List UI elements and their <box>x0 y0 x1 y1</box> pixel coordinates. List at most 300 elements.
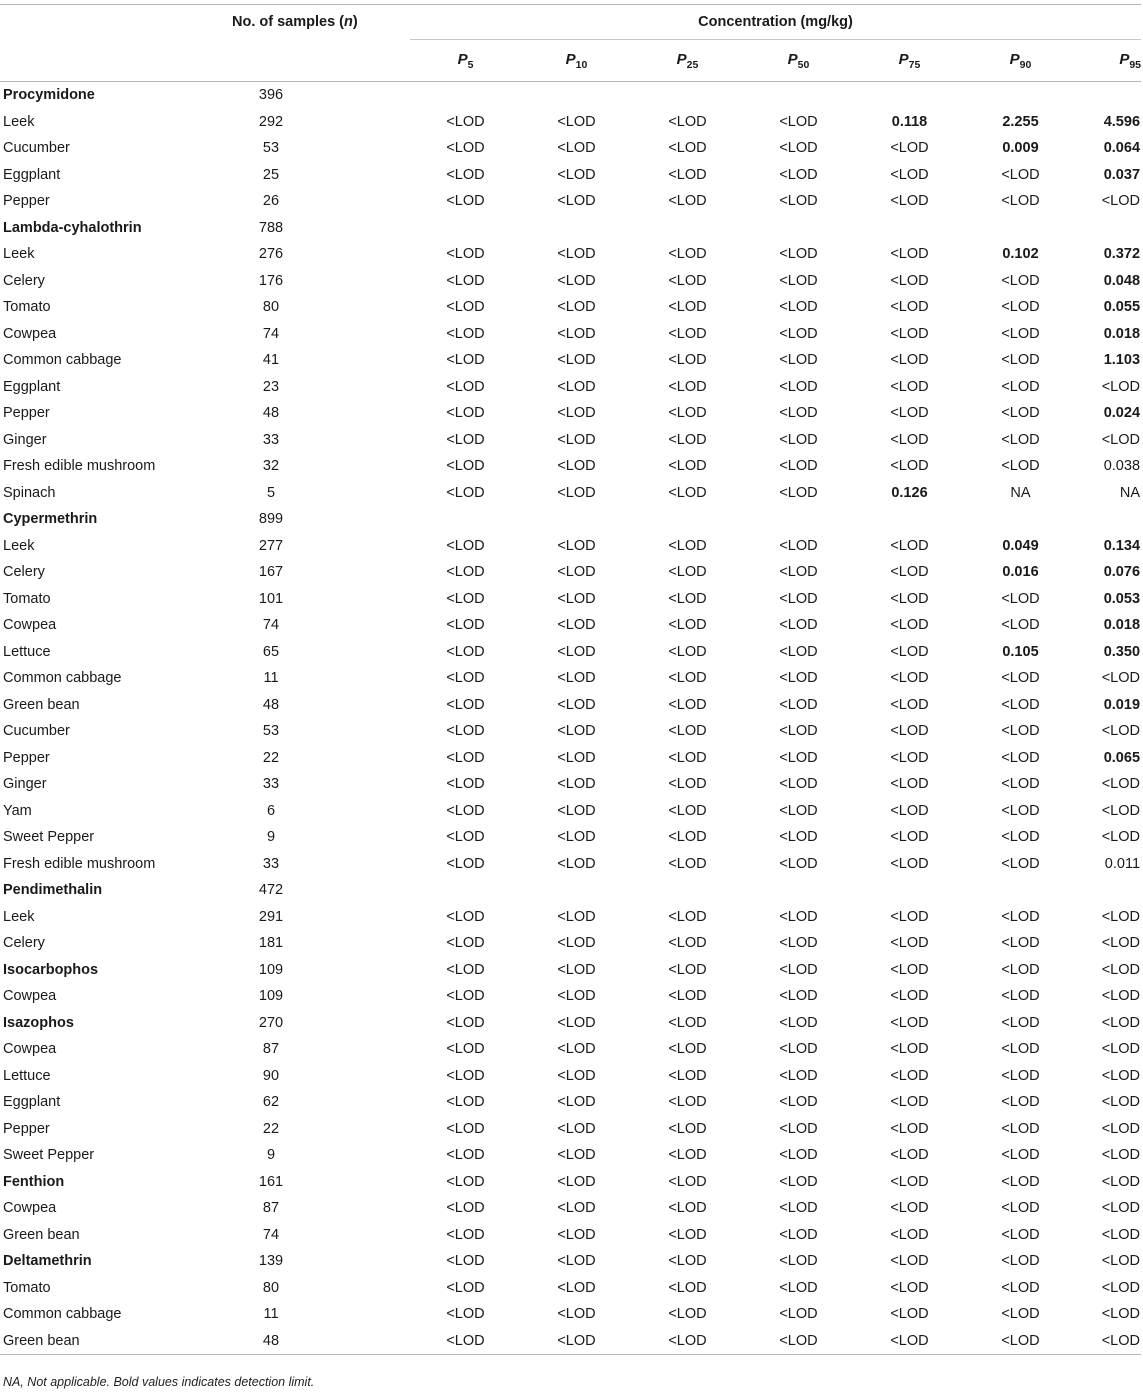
value-p75: <LOD <box>890 935 929 952</box>
sample-count: 11 <box>263 670 279 687</box>
value-p25: <LOD <box>668 1200 707 1217</box>
header-percentile-5: $P_5$ <box>410 40 521 82</box>
value-p90: <LOD <box>1001 1306 1040 1323</box>
pesticide-name: Pendimethalin <box>3 882 103 899</box>
value-p75: <LOD <box>890 1226 929 1243</box>
table-row <box>0 612 1141 639</box>
value-p95: 4.596 <box>1103 113 1141 130</box>
value-p90: <LOD <box>1001 829 1040 846</box>
value-p75: <LOD <box>890 537 929 554</box>
value-p90: <LOD <box>1001 935 1040 952</box>
value-p50: <LOD <box>779 776 818 793</box>
table-row <box>0 1116 1141 1143</box>
sample-count: 65 <box>262 643 280 660</box>
crop-name: Common cabbage <box>3 670 122 687</box>
value-p75: 0.126 <box>891 484 928 501</box>
crop-name: Cowpea <box>3 617 57 634</box>
value-p90: <LOD <box>1001 431 1040 448</box>
value-p25: <LOD <box>668 1014 707 1031</box>
value-p95: <LOD <box>1101 1014 1141 1031</box>
sample-count: 109 <box>258 988 284 1005</box>
value-p90: <LOD <box>1001 458 1040 475</box>
value-p95: <LOD <box>1101 829 1141 846</box>
value-p50: <LOD <box>779 1279 818 1296</box>
value-p95: NA <box>1119 484 1141 501</box>
value-p95: 0.038 <box>1103 458 1141 475</box>
crop-name: Yam <box>3 802 32 819</box>
sample-count: 33 <box>262 776 280 793</box>
value-p50: <LOD <box>779 325 818 342</box>
pesticide-name: Isazophos <box>3 1014 74 1031</box>
value-p50: <LOD <box>779 564 818 581</box>
value-p95: 0.134 <box>1103 537 1141 554</box>
value-p95: <LOD <box>1101 193 1141 210</box>
sample-count: 291 <box>258 908 284 925</box>
value-p10: <LOD <box>557 908 596 925</box>
value-p10: <LOD <box>557 537 596 554</box>
value-p75: <LOD <box>890 1067 929 1084</box>
table-row <box>0 1063 1141 1090</box>
crop-name: Green bean <box>3 696 80 713</box>
crop-name: Pepper <box>3 749 50 766</box>
value-p75: <LOD <box>890 988 929 1005</box>
sample-count: 23 <box>262 378 280 395</box>
crop-name: Pepper <box>3 193 50 210</box>
value-p10: <LOD <box>557 272 596 289</box>
crop-name: Leek <box>3 113 35 130</box>
crop-name: Lettuce <box>3 1067 51 1084</box>
value-p75: <LOD <box>890 299 929 316</box>
value-p95: <LOD <box>1101 1200 1141 1217</box>
value-p75: <LOD <box>890 246 929 263</box>
value-p75 <box>854 215 965 242</box>
value-p25: <LOD <box>668 564 707 581</box>
value-p10: <LOD <box>557 961 596 978</box>
table-row <box>0 1142 1141 1169</box>
value-p90: <LOD <box>1001 776 1040 793</box>
value-p90: 0.105 <box>1002 643 1039 660</box>
value-p25: <LOD <box>668 617 707 634</box>
value-p90: 0.102 <box>1002 246 1039 263</box>
value-p50: <LOD <box>779 1041 818 1058</box>
value-p90: <LOD <box>1001 325 1040 342</box>
value-p5: <LOD <box>446 1279 485 1296</box>
crop-name: Lettuce <box>3 643 51 660</box>
value-p75: <LOD <box>890 855 929 872</box>
table-row <box>0 162 1141 189</box>
value-p90: <LOD <box>1001 193 1040 210</box>
value-p50: <LOD <box>779 352 818 369</box>
pesticide-group-row <box>0 82 1141 109</box>
value-p95: 0.011 <box>1104 855 1141 872</box>
table-row <box>0 241 1141 268</box>
value-p25: <LOD <box>668 193 707 210</box>
crop-name: Spinach <box>3 484 56 501</box>
value-p75: <LOD <box>890 670 929 687</box>
value-p10: <LOD <box>557 140 596 157</box>
value-p25: <LOD <box>668 484 707 501</box>
value-p50: <LOD <box>779 829 818 846</box>
value-p90: <LOD <box>1001 1147 1040 1164</box>
value-p25: <LOD <box>668 1279 707 1296</box>
value-p75: <LOD <box>890 829 929 846</box>
value-p25: <LOD <box>668 113 707 130</box>
crop-name: Tomato <box>3 1279 51 1296</box>
value-p25: <LOD <box>668 670 707 687</box>
crop-name: Cowpea <box>3 1200 57 1217</box>
value-p75: <LOD <box>890 723 929 740</box>
crop-name: Sweet Pepper <box>3 1147 95 1164</box>
sample-count: 161 <box>258 1173 284 1190</box>
value-p50: <LOD <box>779 484 818 501</box>
value-p75: <LOD <box>890 431 929 448</box>
value-p50: <LOD <box>779 1226 818 1243</box>
sample-count: 32 <box>262 458 280 475</box>
value-p25: <LOD <box>668 1147 707 1164</box>
value-p50: <LOD <box>779 1306 818 1323</box>
crop-name: Eggplant <box>3 378 61 395</box>
value-p95: <LOD <box>1101 988 1141 1005</box>
sample-count: 5 <box>266 484 276 501</box>
value-p50: <LOD <box>779 696 818 713</box>
value-p5: <LOD <box>446 564 485 581</box>
value-p10: <LOD <box>557 431 596 448</box>
pesticide-concentration-table <box>0 4 1141 1355</box>
value-p95: <LOD <box>1101 1120 1141 1137</box>
value-p10: <LOD <box>557 564 596 581</box>
table-row <box>0 1328 1141 1355</box>
value-p95: 0.018 <box>1103 325 1141 342</box>
value-p50: <LOD <box>779 272 818 289</box>
value-p5: <LOD <box>446 723 485 740</box>
value-p75: <LOD <box>890 140 929 157</box>
value-p95: 0.037 <box>1103 166 1141 183</box>
value-p90: NA <box>1010 484 1031 501</box>
value-p25: <LOD <box>632 1328 743 1355</box>
value-p90: <LOD <box>965 1328 1076 1355</box>
sample-count: 33 <box>262 431 280 448</box>
value-p95: <LOD <box>1101 723 1141 740</box>
value-p50: <LOD <box>779 1173 818 1190</box>
value-p10: <LOD <box>557 1253 596 1270</box>
sample-count: 74 <box>262 325 280 342</box>
value-p95: 0.350 <box>1103 643 1141 660</box>
table-row <box>0 1195 1141 1222</box>
crop-name: Cucumber <box>3 723 70 740</box>
value-p5: <LOD <box>446 458 485 475</box>
value-p25: <LOD <box>668 961 707 978</box>
crop-name: Pepper <box>3 1120 50 1137</box>
value-p95: <LOD <box>1101 431 1141 448</box>
value-p10: <LOD <box>557 458 596 475</box>
value-p5: <LOD <box>446 431 485 448</box>
value-p5: <LOD <box>446 1200 485 1217</box>
value-p75: <LOD <box>890 1094 929 1111</box>
value-p5: <LOD <box>446 961 485 978</box>
sample-count: 270 <box>258 1014 284 1031</box>
value-p95: <LOD <box>1101 670 1141 687</box>
value-p95: 1.103 <box>1103 352 1141 369</box>
value-p75: <LOD <box>890 802 929 819</box>
value-p10: <LOD <box>557 776 596 793</box>
value-p10: <LOD <box>557 1173 596 1190</box>
value-p10: <LOD <box>557 723 596 740</box>
value-p95: <LOD <box>1101 776 1141 793</box>
value-p50: <LOD <box>779 723 818 740</box>
value-p95: 0.019 <box>1103 696 1141 713</box>
table-row <box>0 109 1141 136</box>
table-row <box>0 930 1141 957</box>
value-p90 <box>965 82 1076 109</box>
table-row <box>0 268 1141 295</box>
value-p50 <box>743 877 854 904</box>
value-p90: <LOD <box>1001 1120 1040 1137</box>
value-p95 <box>1076 215 1141 242</box>
value-p5: <LOD <box>446 643 485 660</box>
sample-count: 48 <box>232 1328 310 1355</box>
value-p10 <box>521 877 632 904</box>
value-p90: <LOD <box>1001 961 1040 978</box>
sample-count: 74 <box>262 617 280 634</box>
value-p95: <LOD <box>1101 1094 1141 1111</box>
crop-name: Ginger <box>3 431 47 448</box>
value-p25 <box>632 877 743 904</box>
value-p10: <LOD <box>557 1147 596 1164</box>
value-p50: <LOD <box>779 193 818 210</box>
value-p25: <LOD <box>668 166 707 183</box>
pesticide-group-row <box>0 506 1141 533</box>
value-p90: <LOD <box>1001 378 1040 395</box>
sample-count: 276 <box>258 246 284 263</box>
value-p95: <LOD <box>1101 1226 1141 1243</box>
value-p5: <LOD <box>446 1306 485 1323</box>
value-p90: <LOD <box>1001 1253 1040 1270</box>
value-p25: <LOD <box>668 643 707 660</box>
crop-name: Common cabbage <box>3 1306 122 1323</box>
value-p25: <LOD <box>668 325 707 342</box>
sample-count: 53 <box>262 723 280 740</box>
table-row <box>0 427 1141 454</box>
value-p5: <LOD <box>446 378 485 395</box>
value-p10 <box>521 506 632 533</box>
crop-name: Common cabbage <box>3 352 122 369</box>
value-p75: <LOD <box>890 590 929 607</box>
value-p50: <LOD <box>779 1147 818 1164</box>
value-p90 <box>965 506 1076 533</box>
value-p90: <LOD <box>1001 1200 1040 1217</box>
value-p90: <LOD <box>1001 696 1040 713</box>
value-p10: <LOD <box>557 1306 596 1323</box>
sample-count: 80 <box>262 1279 280 1296</box>
value-p50: <LOD <box>779 458 818 475</box>
value-p5 <box>410 215 521 242</box>
value-p50: <LOD <box>779 590 818 607</box>
value-p95: <LOD <box>1101 1279 1141 1296</box>
value-p5: <LOD <box>446 352 485 369</box>
header-percentile-25: $P_{25}$ <box>632 40 743 82</box>
value-p5: <LOD <box>446 325 485 342</box>
value-p5: <LOD <box>446 617 485 634</box>
sample-count: 74 <box>262 1226 280 1243</box>
value-p5: <LOD <box>446 166 485 183</box>
table-row <box>0 851 1141 878</box>
value-p75: <LOD <box>890 1041 929 1058</box>
value-p75: <LOD <box>890 1173 929 1190</box>
value-p25: <LOD <box>668 1041 707 1058</box>
value-p5: <LOD <box>446 829 485 846</box>
value-p95: 0.064 <box>1103 140 1141 157</box>
value-p5: <LOD <box>446 1067 485 1084</box>
value-p90: <LOD <box>1001 617 1040 634</box>
sample-count: 80 <box>262 299 280 316</box>
value-p25: <LOD <box>668 378 707 395</box>
value-p75: <LOD <box>890 193 929 210</box>
sample-count: 62 <box>262 1094 280 1111</box>
table-row <box>0 1089 1141 1116</box>
value-p10: <LOD <box>557 299 596 316</box>
sample-count: 472 <box>258 882 284 899</box>
value-p50: <LOD <box>779 537 818 554</box>
value-p50: <LOD <box>779 988 818 1005</box>
value-p10: <LOD <box>557 1120 596 1137</box>
value-p10: <LOD <box>557 484 596 501</box>
pesticide-name: Procymidone <box>3 87 95 104</box>
sample-count: 139 <box>258 1253 284 1270</box>
value-p25 <box>632 506 743 533</box>
sample-count: 48 <box>262 405 280 422</box>
value-p25: <LOD <box>668 988 707 1005</box>
pesticide-group-row <box>0 1248 1141 1275</box>
value-p5: <LOD <box>446 935 485 952</box>
value-p5: <LOD <box>446 670 485 687</box>
value-p75: <LOD <box>890 272 929 289</box>
pesticide-name: Cypermethrin <box>3 511 98 528</box>
pesticide-group-row <box>0 877 1141 904</box>
table-row <box>0 824 1141 851</box>
value-p10: <LOD <box>557 1200 596 1217</box>
value-p95: <LOD <box>1101 908 1141 925</box>
value-p25: <LOD <box>668 1173 707 1190</box>
value-p95: 0.372 <box>1103 246 1141 263</box>
value-p25: <LOD <box>668 431 707 448</box>
value-p10: <LOD <box>557 855 596 872</box>
crop-name: Green bean <box>0 1328 232 1355</box>
crop-name: Eggplant <box>3 1094 61 1111</box>
value-p90: <LOD <box>1001 670 1040 687</box>
value-p50: <LOD <box>779 1094 818 1111</box>
crop-name: Cowpea <box>3 988 57 1005</box>
value-p10: <LOD <box>557 246 596 263</box>
value-p50 <box>743 82 854 109</box>
sample-count: 181 <box>258 935 284 952</box>
value-p50: <LOD <box>779 113 818 130</box>
value-p95: <LOD <box>1101 802 1141 819</box>
value-p25: <LOD <box>668 1120 707 1137</box>
value-p10: <LOD <box>557 1279 596 1296</box>
value-p75: <LOD <box>890 776 929 793</box>
value-p50: <LOD <box>779 802 818 819</box>
value-p25: <LOD <box>668 908 707 925</box>
value-p25: <LOD <box>668 1067 707 1084</box>
value-p50: <LOD <box>779 405 818 422</box>
value-p5: <LOD <box>446 113 485 130</box>
value-p5: <LOD <box>410 1328 521 1355</box>
value-p95: <LOD <box>1101 1147 1141 1164</box>
value-p25: <LOD <box>668 776 707 793</box>
value-p10: <LOD <box>557 193 596 210</box>
value-p95: <LOD <box>1101 961 1141 978</box>
table-row <box>0 1275 1141 1302</box>
value-p10: <LOD <box>557 802 596 819</box>
crop-name: Fresh edible mushroom <box>3 855 156 872</box>
table-row <box>0 400 1141 427</box>
table-footnote: NA, Not applicable. Bold values indicates detection limit. <box>3 1375 315 1389</box>
sample-count: 48 <box>262 696 280 713</box>
value-p5: <LOD <box>446 776 485 793</box>
crop-name: Celery <box>3 935 45 952</box>
value-p10: <LOD <box>557 643 596 660</box>
value-p75: <LOD <box>854 1328 965 1355</box>
pesticide-group-row <box>0 1010 1141 1037</box>
value-p25: <LOD <box>668 272 707 289</box>
value-p5: <LOD <box>446 484 485 501</box>
value-p10: <LOD <box>557 935 596 952</box>
value-p50: <LOD <box>779 1120 818 1137</box>
value-p10: <LOD <box>557 1226 596 1243</box>
value-p25: <LOD <box>668 829 707 846</box>
value-p90: <LOD <box>1001 1279 1040 1296</box>
value-p90: 0.016 <box>1002 564 1039 581</box>
value-p5: <LOD <box>446 1014 485 1031</box>
table-row <box>0 294 1141 321</box>
value-p25: <LOD <box>668 1094 707 1111</box>
value-p5: <LOD <box>446 749 485 766</box>
header-percentile-75: $P_{75}$ <box>854 40 965 82</box>
value-p95: 0.024 <box>1103 405 1141 422</box>
value-p5 <box>410 506 521 533</box>
pesticide-name: Isocarbophos <box>3 961 99 978</box>
sample-count: 87 <box>262 1200 280 1217</box>
value-p10 <box>521 82 632 109</box>
value-p50: <LOD <box>779 855 818 872</box>
crop-name: Leek <box>3 537 35 554</box>
value-p95: <LOD <box>1101 1306 1141 1323</box>
table-row <box>0 374 1141 401</box>
value-p75: <LOD <box>890 1014 929 1031</box>
value-p90: <LOD <box>1001 1094 1040 1111</box>
value-p90: <LOD <box>1001 590 1040 607</box>
value-p5: <LOD <box>446 1253 485 1270</box>
value-p50: <LOD <box>779 1253 818 1270</box>
value-p25: <LOD <box>668 855 707 872</box>
value-p75: <LOD <box>890 908 929 925</box>
header-percentile-95: $P_{95}$ <box>1076 40 1141 82</box>
value-p95: <LOD <box>1076 1328 1141 1355</box>
table-row <box>0 639 1141 666</box>
table-row <box>0 188 1141 215</box>
value-p50: <LOD <box>779 431 818 448</box>
value-p95: <LOD <box>1101 1067 1141 1084</box>
value-p10: <LOD <box>557 405 596 422</box>
value-p75: <LOD <box>890 166 929 183</box>
sample-count: 9 <box>266 1147 276 1164</box>
value-p5: <LOD <box>446 802 485 819</box>
header-concentration: Concentration (mg/kg) <box>410 5 1141 40</box>
value-p90: <LOD <box>1001 166 1040 183</box>
value-p5: <LOD <box>446 405 485 422</box>
sample-count: 9 <box>266 829 276 846</box>
value-p75: <LOD <box>890 1253 929 1270</box>
